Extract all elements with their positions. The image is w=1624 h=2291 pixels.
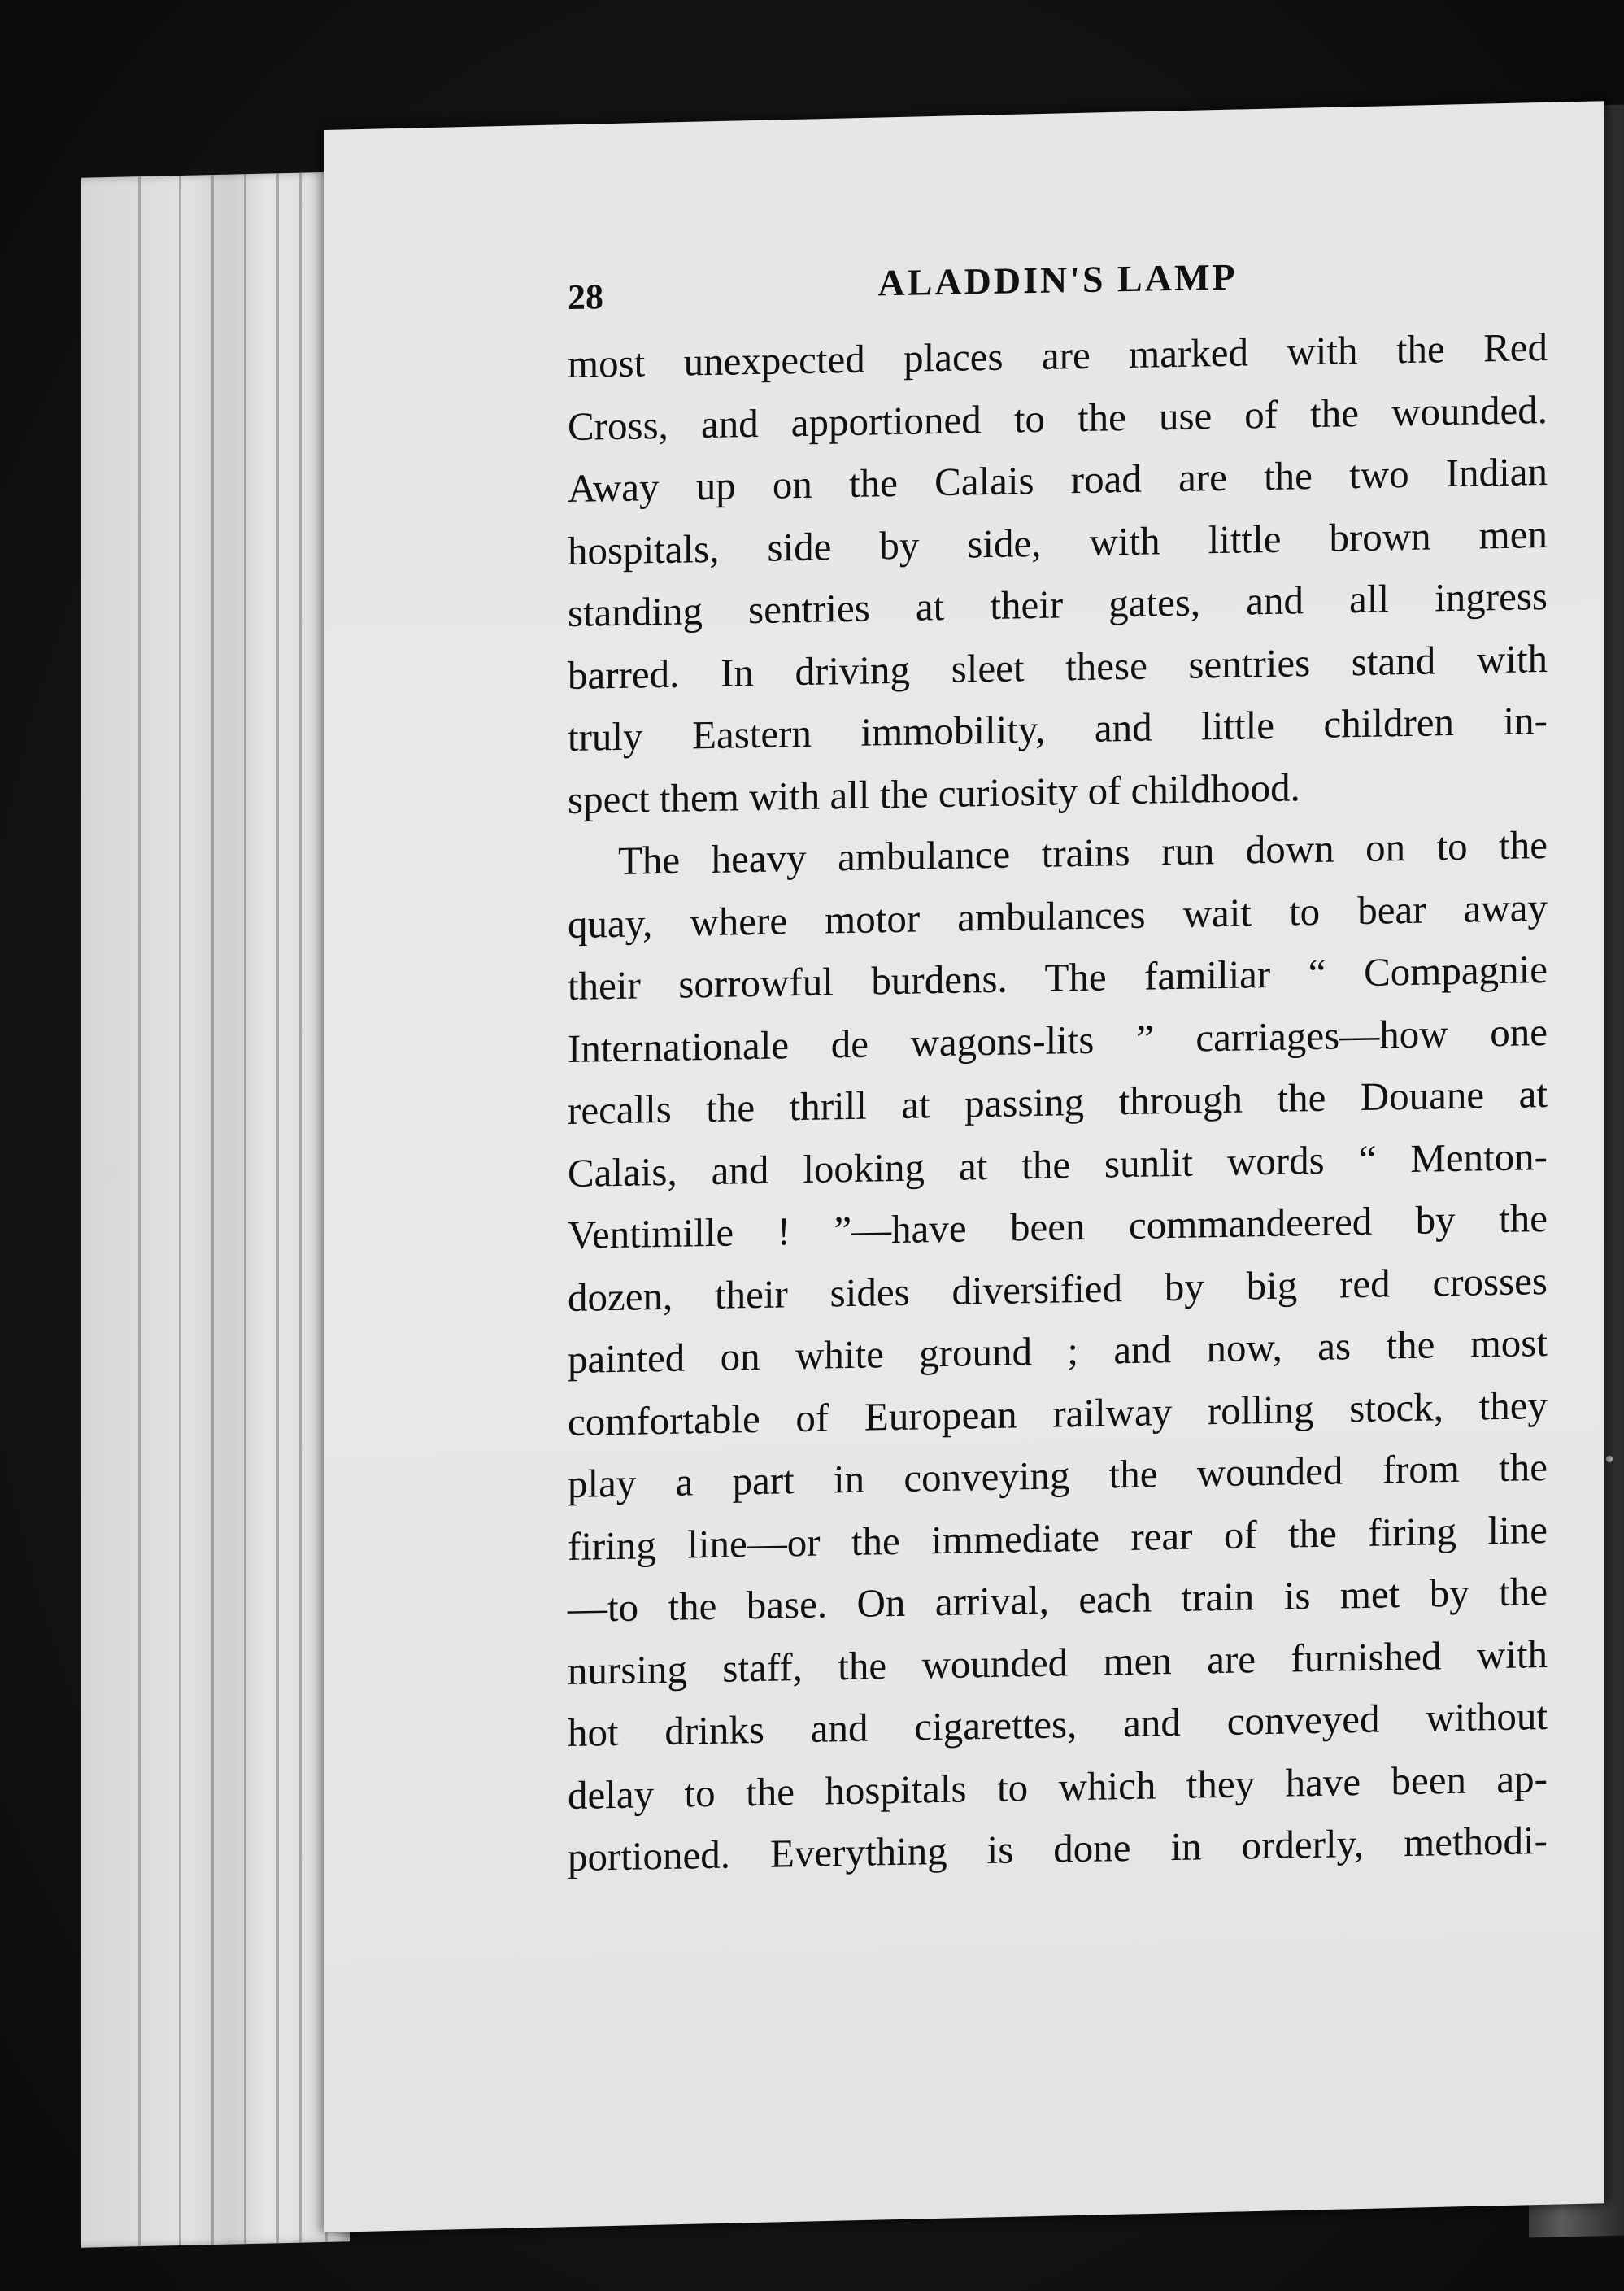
paragraph-1 bbox=[568, 316, 1548, 831]
page-content bbox=[568, 243, 1548, 1889]
text-line: comfortable of European railway rolling stock, they bbox=[568, 1382, 1548, 1444]
text-line: spect them with all the curiosity of childhood. bbox=[568, 764, 1300, 822]
text-line: their sorrowful burdens. The familiar “ Compagnie bbox=[568, 947, 1548, 1009]
text-line: hospitals, side by side, with little brown men bbox=[568, 511, 1548, 573]
text-line: dozen, their sides diversified by big red crosses bbox=[568, 1257, 1548, 1320]
book-page bbox=[324, 101, 1604, 2232]
text-line: barred. In driving sleet these sentries stand with bbox=[568, 635, 1548, 698]
page-edges-stack bbox=[81, 172, 350, 2247]
text-line: most unexpected places are marked with the Red bbox=[568, 324, 1548, 387]
page-number: 28 bbox=[568, 277, 603, 318]
text-line: Internationale de wagons-lits ” carriages—how one bbox=[568, 1008, 1548, 1071]
scan-speck bbox=[106, 1163, 117, 1181]
text-line: —to the base. On arrival, each train is met by the bbox=[568, 1569, 1548, 1631]
text-line: Cross, and apportioned to the use of the wounded. bbox=[568, 386, 1548, 449]
text-line: portioned. Everything is done in orderly, methodi- bbox=[568, 1818, 1548, 1880]
text-line: Ventimille ! ”—have been commandeered by the bbox=[568, 1196, 1548, 1258]
scan-speck bbox=[1606, 1456, 1613, 1462]
text-line: The heavy ambulance trains run down on to the bbox=[618, 822, 1548, 883]
text-line: nursing staff, the wounded men are furnished with bbox=[568, 1631, 1548, 1693]
text-line: firing line—or the immediate rear of the firing line bbox=[568, 1506, 1548, 1569]
paragraph-2 bbox=[568, 814, 1548, 1889]
text-line: hot drinks and cigarettes, and conveyed without bbox=[568, 1693, 1548, 1756]
text-line: Away up on the Calais road are the two Indian bbox=[568, 449, 1548, 512]
text-line: quay, where motor ambulances wait to bear away bbox=[568, 884, 1548, 947]
text-line: play a part in conveying the wounded from the bbox=[568, 1444, 1548, 1507]
text-line: standing sentries at their gates, and all ingress bbox=[568, 573, 1548, 636]
running-head: ALADDIN'S LAMP bbox=[877, 255, 1238, 304]
text-line: truly Eastern immobility, and little children in- bbox=[568, 698, 1548, 760]
text-line: painted on white ground ; and now, as the most bbox=[568, 1320, 1548, 1383]
text-line: Calais, and looking at the sunlit words “ Menton- bbox=[568, 1133, 1548, 1196]
text-line: recalls the thrill at passing through the Douane at bbox=[568, 1071, 1548, 1134]
text-line: delay to the hospitals to which they have been ap- bbox=[568, 1755, 1548, 1818]
